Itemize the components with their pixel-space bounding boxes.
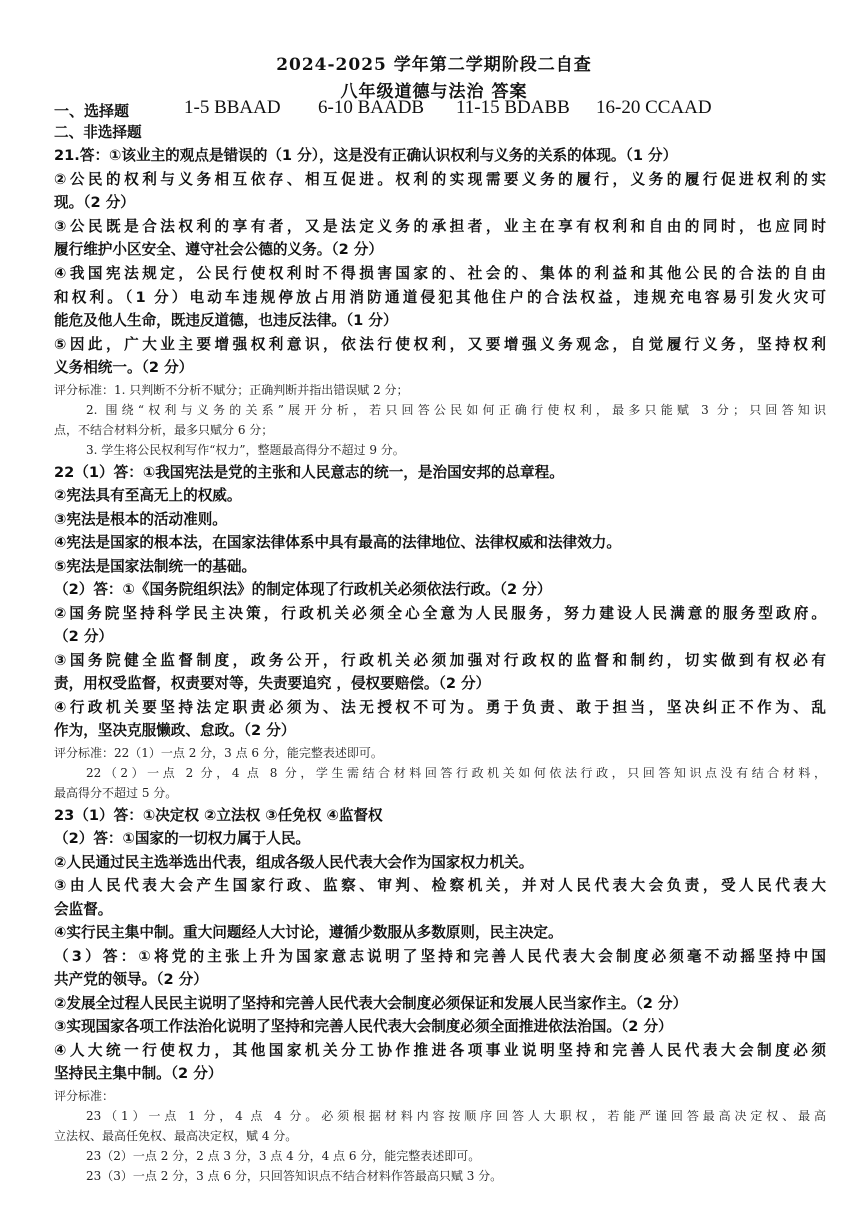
choice-group-3: 11-15 BDABB — [456, 97, 570, 118]
q23-scoring-note: 23（1）一点 1 分，4 点 4 分。必须根据材料内容按顺序回答人大职权，若能严谨回答最高决定权、最高 — [86, 1109, 826, 1123]
q23-line: ④人大统一行使权力，其他国家机关分工协作推进各项事业说明坚持和完善人民代表大会制度必须 — [54, 1042, 826, 1059]
q23-scoring-note: 23（3）一点 2 分，3 点 6 分，只回答知识点不结合材料作答最高只赋 3 分。 — [86, 1169, 503, 1183]
q23-line: 共产党的领导。（2 分） — [54, 971, 208, 988]
choice-group-1: 1-5 BBAAD — [184, 97, 281, 118]
q23-line: ②发展全过程人民民主说明了坚持和完善人民代表大会制度必须保证和发展人民当家作主。（2 分） — [54, 995, 688, 1012]
q23-line: ②人民通过民主选举选出代表，组成各级人民代表大会作为国家权力机关。 — [54, 854, 534, 871]
q21-line: 现。（2 分） — [54, 194, 135, 211]
q23-line: ③由人民代表大会产生国家行政、监察、审判、检察机关，并对人民代表大会负责，受人民代表大 — [54, 877, 826, 894]
choice-group-4: 16-20 CCAAD — [596, 97, 712, 118]
q22-line: ④宪法是国家的根本法，在国家法律体系中具有最高的法律地位、法律权威和法律效力。 — [54, 534, 621, 551]
q23-scoring-note: 23（2）一点 2 分，2 点 3 分，3 点 4 分，4 点 6 分，能完整表述即可。 — [86, 1149, 481, 1163]
q21-line: ②公民的权利与义务相互依存、相互促进。权利的实现需要义务的履行，义务的履行促进权利的实 — [54, 171, 826, 188]
page-subtitle: 八年级道德与法治 答案 — [340, 82, 528, 102]
q21-line: ④我国宪法规定，公民行使权利时不得损害国家的、社会的、集体的利益和其他公民的合法的自由 — [54, 265, 826, 282]
q22-line: 22（1）答：①我国宪法是党的主张和人民意志的统一，是治国安邦的总章程。 — [54, 464, 564, 481]
q21-scoring-note: 评分标准：1. 只判断不分析不赋分；正确判断并指出错误赋 2 分； — [54, 383, 409, 397]
section-label-choice: 一、选择题 — [54, 102, 130, 120]
q21-line: 履行维护小区安全、遵守社会公德的义务。（2 分） — [54, 241, 383, 258]
q22-line: ⑤宪法是国家法制统一的基础。 — [54, 558, 257, 575]
choice-group-2: 6-10 BAADB — [318, 97, 425, 118]
q22-scoring-note: 最高得分不超过 5 分。 — [54, 786, 178, 800]
q22-line: ③国务院健全监督制度，政务公开，行政机关必须加强对行政权的监督和制约，切实做到有权必有 — [54, 652, 826, 669]
q21-line: 义务相统一。（2 分） — [54, 359, 194, 376]
q23-line: ④实行民主集中制。重大问题经人大讨论，遵循少数服从多数原则，民主决定。 — [54, 924, 563, 941]
multiple-choice-row — [54, 97, 826, 122]
q21-line: 和权利。（1 分）电动车违规停放占用消防通道侵犯其他住户的合法权益，违规充电容易引发火灾可 — [54, 289, 826, 306]
q22-line: （2）答：①《国务院组织法》的制定体现了行政机关必须依法行政。（2 分） — [54, 581, 552, 598]
q22-line: ④行政机关要坚持法定职责必须为、法无授权不可为。勇于负责、敢于担当，坚决纠正不作为、乱 — [54, 699, 826, 716]
q22-line: ③宪法是根本的活动准则。 — [54, 511, 227, 528]
q22-line: 作为，坚决克服懒政、怠政。（2 分） — [54, 722, 296, 739]
q21-scoring-note: 点，不结合材料分析，最多只赋分 6 分； — [54, 423, 274, 437]
q22-scoring-note: 22（2）一点 2 分，4 点 8 分，学生需结合材料回答行政机关如何依法行政，只回答知识点没有结合材料， — [86, 766, 826, 780]
q22-line: （2 分） — [54, 628, 114, 645]
q23-line: ③实现国家各项工作法治化说明了坚持和完善人民代表大会制度必须全面推进依法治国。（2 分） — [54, 1018, 673, 1035]
q21-scoring-note: 3. 学生将公民权利写作“权力”，整题最高得分不超过 9 分。 — [86, 443, 405, 457]
page-title: 2024-2025 学年第二学期阶段二自查 — [276, 55, 592, 75]
q21-line: ⑤因此，广大业主要增强权利意识，依法行使权利，又要增强义务观念，自觉履行义务，坚持权利 — [54, 336, 826, 353]
q23-line: 会监督。 — [54, 901, 113, 918]
q23-line: （2）答：①国家的一切权力属于人民。 — [54, 830, 311, 847]
q22-line: ②宪法具有至高无上的权威。 — [54, 487, 242, 504]
q21-line: ③公民既是合法权利的享有者，又是法定义务的承担者，业主在享有权利和自由的同时，也应同时 — [54, 218, 826, 235]
q23-line: （3）答：①将党的主张上升为国家意志说明了坚持和完善人民代表大会制度必须毫不动摇坚持中国 — [54, 948, 826, 965]
q22-scoring-note: 评分标准：22（1）一点 2 分，3 点 6 分，能完整表述即可。 — [54, 746, 383, 760]
q21-line: 21.答：①该业主的观点是错误的（1 分），这是没有正确认识权利与义务的关系的体现。（1 分） — [54, 147, 678, 164]
q23-scoring-note: 立法权、最高任免权、最高决定权，赋 4 分。 — [54, 1129, 298, 1143]
q22-line: ②国务院坚持科学民主决策，行政机关必须全心全意为人民服务，努力建设人民满意的服务型政府。 — [54, 605, 826, 622]
q21-scoring-note: 2. 围绕“权利与义务的关系”展开分析，若只回答公民如何正确行使权利，最多只能赋 3 分；只回答知识 — [86, 403, 826, 417]
section-label-nonchoice: 二、非选择题 — [54, 124, 142, 141]
q23-scoring-note: 评分标准： — [54, 1089, 115, 1103]
q21-line: 能危及他人生命，既违反道德，也违反法律。（1 分） — [54, 312, 398, 329]
q23-line: 23（1）答：①决定权 ②立法权 ③任免权 ④监督权 — [54, 807, 383, 824]
q22-line: 责，用权受监督，权责要对等，失责要追究 ，侵权要赔偿。（2 分） — [54, 675, 491, 692]
q23-line: 坚持民主集中制。（2 分） — [54, 1065, 223, 1082]
